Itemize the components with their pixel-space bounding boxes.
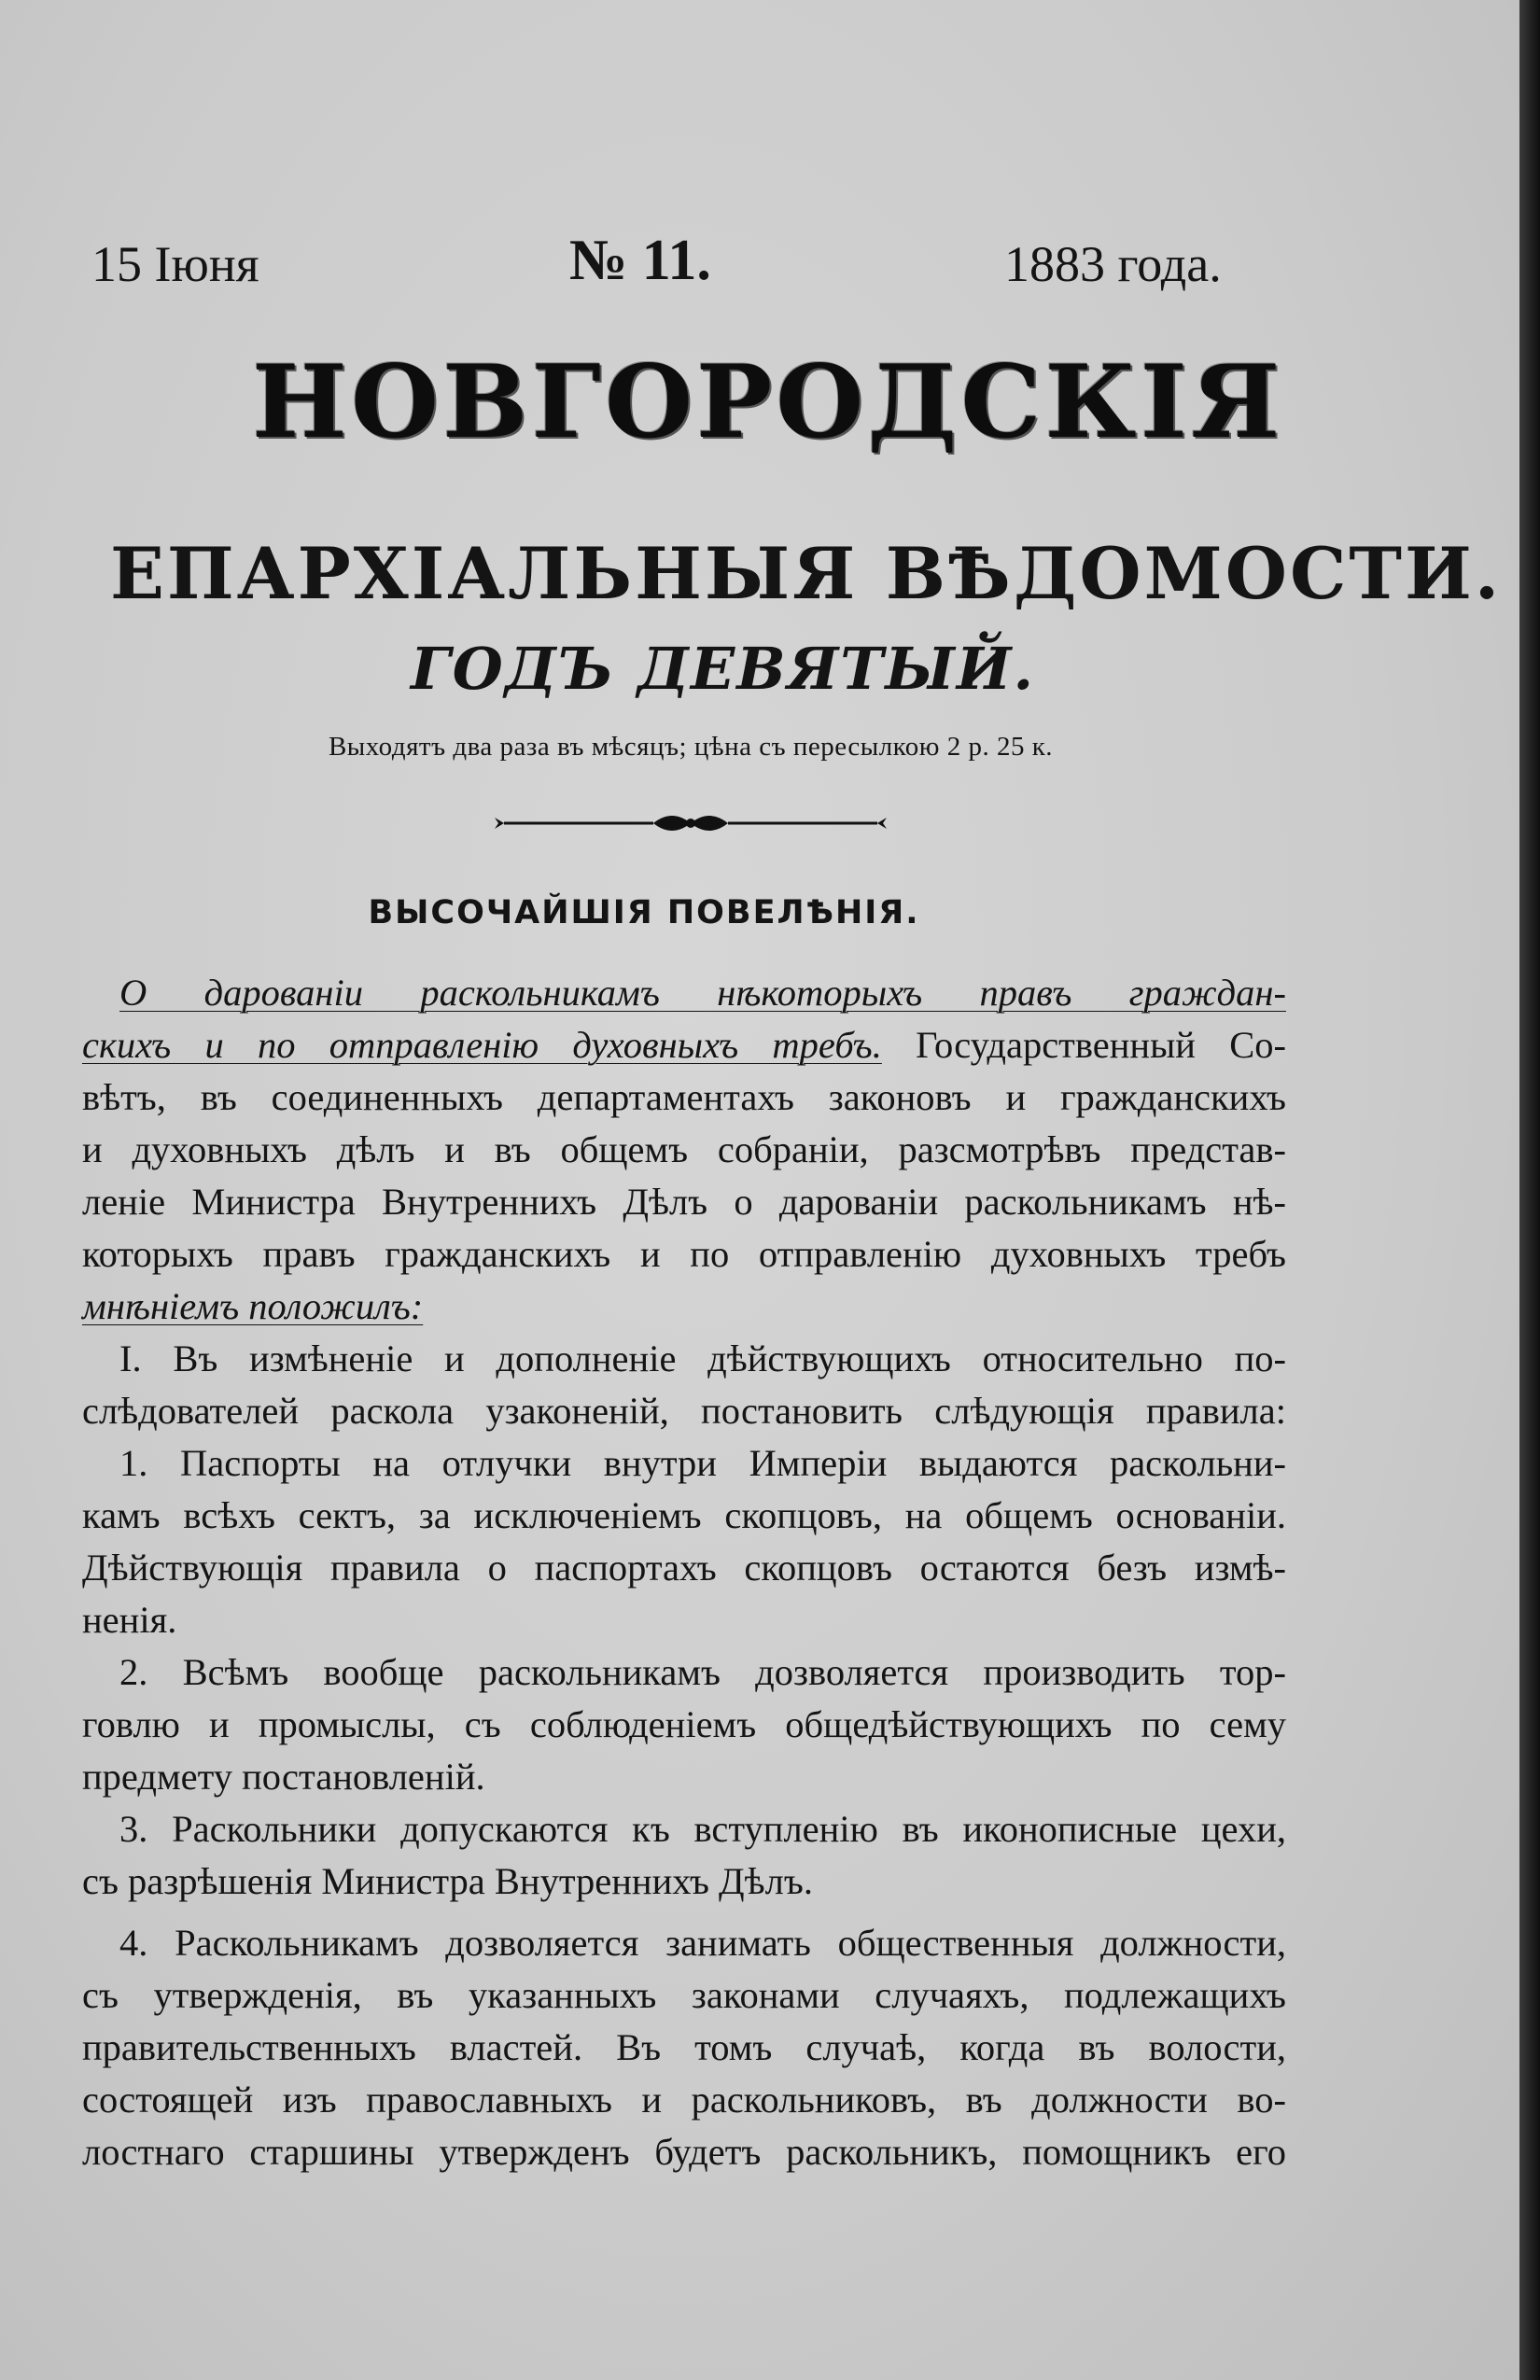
- text-line: 4. Раскольникамъ дозволяется занимать общественныя должности,: [119, 1922, 1286, 1964]
- subscription-info: Выходятъ два раза въ мѣсяцъ; цѣна съ пересылкою 2 р. 25 к.: [328, 732, 1054, 762]
- text-line: леніе Министра Внутреннихъ Дѣлъ о дарованіи раскольникамъ нѣ-: [82, 1181, 1286, 1223]
- issue-date: 15 Іюня: [91, 236, 259, 292]
- text-line: [119, 971, 1286, 1015]
- journal-subtitle: ЕПАРХІАЛЬНЫЯ ВѢДОМОСТИ.: [110, 532, 1503, 615]
- text-line: правительственныхъ властей. Въ томъ случаѣ, когда въ волости,: [82, 2026, 1286, 2068]
- text-line: которыхъ правъ гражданскихъ и по отправленію духовныхъ требъ: [82, 1233, 1286, 1275]
- publication-year-line: ГОДЪ ДЕВЯТЫЙ.: [411, 635, 1036, 703]
- decree-title-italic: О дарованіи раскольникамъ нѣкоторыхъ правъ граждан-: [119, 972, 1286, 1014]
- section-heading: ВЫСОЧАЙШІЯ ПОВЕЛѢНІЯ.: [368, 894, 920, 931]
- text-line: вѣтъ, въ соединенныхъ департаментахъ законовъ и гражданскихъ: [82, 1076, 1286, 1118]
- text-span: Государственный Со-: [881, 1024, 1286, 1066]
- text-line: [82, 1284, 1286, 1328]
- issue-year: 1883 года.: [1004, 236, 1222, 292]
- text-line: предмету постановленій.: [82, 1756, 485, 1798]
- journal-title: НОВГОРОДСКІЯ: [252, 343, 1284, 461]
- text-line: I. Въ измѣненіе и дополненіе дѣйствующихъ относительно по-: [119, 1337, 1286, 1379]
- text-line: 3. Раскольники допускаются къ вступленію въ иконописные цехи,: [119, 1808, 1286, 1850]
- text-line: съ разрѣшенія Министра Внутреннихъ Дѣлъ.: [82, 1860, 813, 1902]
- decree-title-italic: скихъ и по отправленію духовныхъ требъ.: [82, 1024, 882, 1066]
- ornament-divider: [495, 805, 887, 842]
- text-line: 2. Всѣмъ вообще раскольникамъ дозволяется производить тор-: [119, 1651, 1286, 1693]
- text-line: состоящей изъ православныхъ и раскольниковъ, въ должности во-: [82, 2079, 1286, 2121]
- text-line: съ утвержденія, въ указанныхъ законами случаяхъ, подлежащихъ: [82, 1974, 1286, 2016]
- issue-number: № 11.: [569, 229, 711, 292]
- text-line: и духовныхъ дѣлъ и въ общемъ собраніи, разсмотрѣвъ представ-: [82, 1128, 1286, 1170]
- text-line: слѣдователей раскола узаконеній, постановить слѣдующія правила:: [82, 1390, 1286, 1432]
- text-line: ненія.: [82, 1599, 177, 1641]
- opinion-italic: мнѣніемъ положилъ:: [82, 1285, 424, 1327]
- text-line: 1. Паспорты на отлучки внутри Имперіи выдаются раскольни-: [119, 1442, 1286, 1484]
- page-edge-shadow: [1519, 0, 1540, 2380]
- text-line: [82, 1023, 1286, 1067]
- text-line: Дѣйствующія правила о паспортахъ скопцовъ остаются безъ измѣ-: [82, 1547, 1286, 1589]
- text-line: камъ всѣхъ сектъ, за исключеніемъ скопцовъ, на общемъ основаніи.: [82, 1494, 1286, 1536]
- text-line: лостнаго старшины утвержденъ будетъ раскольникъ, помощникъ его: [82, 2131, 1286, 2173]
- text-line: говлю и промыслы, съ соблюденіемъ общедѣйствующихъ по сему: [82, 1703, 1286, 1745]
